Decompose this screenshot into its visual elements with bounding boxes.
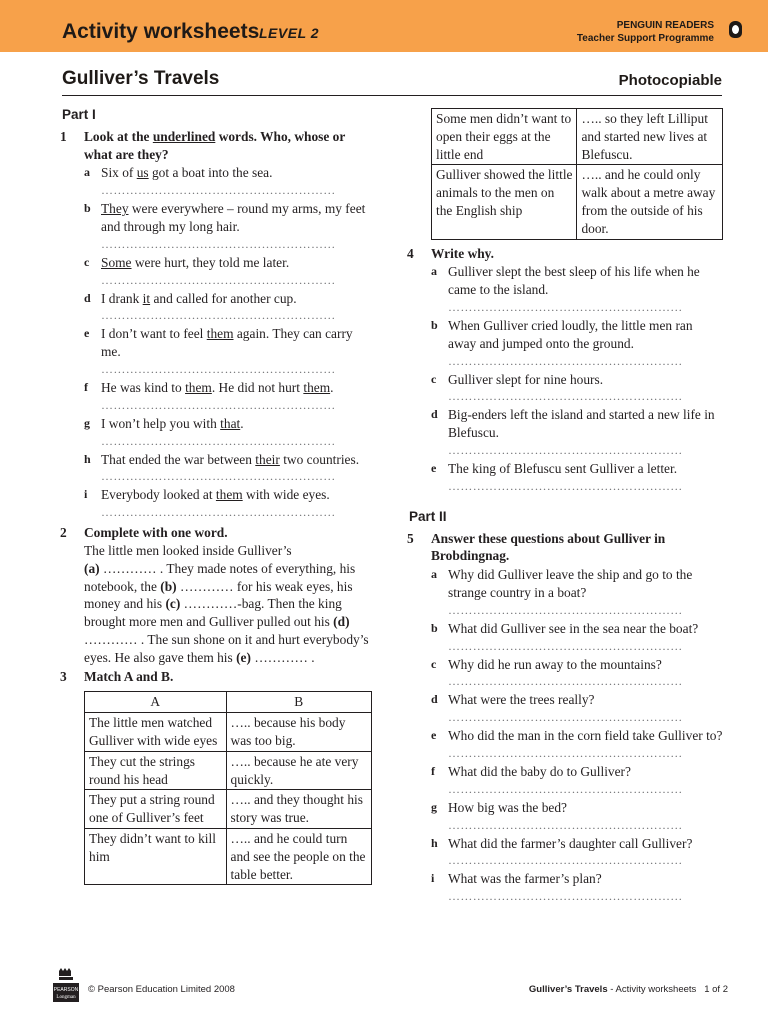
question-number: 1 (60, 128, 67, 144)
question-1-instruction: Look at the underlined words. Who, whose or what are they? (84, 128, 346, 162)
answer-line[interactable]: ………………………………………………… (448, 817, 683, 832)
answer-line[interactable]: ………………………………………………… (101, 433, 336, 448)
item-text: Why did he run away to the mountains? (448, 656, 662, 672)
item-letter: g (84, 415, 90, 430)
item-text: Gulliver slept the best sleep of his life when he came to the island. (448, 264, 700, 298)
list-item (84, 290, 374, 324)
item-text: Six of us got a boat into the sea. (101, 165, 273, 181)
list-item (431, 799, 723, 833)
item-text: I drank it and called for another cup. (101, 290, 297, 306)
footer-page-info (529, 984, 728, 995)
question-2 (62, 524, 374, 666)
item-text: What did the baby do to Gulliver? (448, 763, 631, 779)
column-b-cell: ….. so they left Lilliput and started new lives at Blefuscu. (577, 109, 723, 165)
column-b-cell: ….. and they thought his story was true. (226, 790, 371, 829)
column-a-cell: The little men watched Gulliver with wide eyes (85, 713, 227, 752)
column-a-cell: They cut the strings round his head (85, 751, 227, 790)
table-header-row (85, 692, 372, 713)
item-text: Why did Gulliver leave the ship and go to the strange country in a boat? (448, 567, 693, 600)
worksheet-heading: Activity worksheets (62, 20, 260, 43)
answer-line[interactable]: ………………………………………………… (448, 299, 683, 314)
question-3-instruction: Match A and B. (84, 668, 174, 684)
question-1 (62, 128, 374, 520)
footer-page-number: - Activity worksheets 1 of 2 (607, 984, 728, 995)
part-1-title: Part I (62, 107, 96, 122)
item-text: I don’t want to feel them again. They can carry me. (101, 326, 353, 360)
list-item (431, 763, 723, 797)
item-letter: b (431, 620, 438, 635)
column-a-cell: Some men didn’t want to open their eggs at the little end (432, 109, 577, 165)
answer-line[interactable]: ………………………………………………… (101, 397, 336, 412)
item-text: Everybody looked at them with wide eyes. (101, 487, 330, 503)
answer-line[interactable]: ………………………………………………… (448, 442, 683, 457)
header-rule (62, 95, 722, 96)
item-text: What were the trees really? (448, 692, 595, 708)
list-item (84, 451, 374, 485)
item-letter: i (431, 871, 435, 886)
question-number: 5 (407, 530, 414, 546)
question-4 (409, 245, 723, 494)
item-letter: e (431, 460, 437, 475)
item-text: The king of Blefuscu sent Gulliver a letter. (448, 460, 678, 476)
list-item (431, 727, 723, 761)
item-text: That ended the war between their two countries. (101, 451, 360, 467)
question-5-instruction: Answer these questions about Gulliver in Brobdingnag. (431, 530, 666, 564)
answer-line[interactable]: ………………………………………………… (448, 781, 683, 796)
publisher-name (577, 19, 714, 45)
column-b-cell: ….. and he could turn and see the people on the table better. (226, 828, 371, 884)
item-text: Gulliver slept for nine hours. (448, 371, 604, 387)
column-b-cell: ….. and he could only walk about a metre away from the outside of his door. (577, 165, 723, 239)
answer-line[interactable]: ………………………………………………… (101, 308, 336, 323)
answer-line[interactable]: ………………………………………………… (448, 674, 683, 689)
answer-line[interactable]: ………………………………………………… (101, 272, 336, 287)
answer-line[interactable]: ………………………………………………… (448, 602, 683, 617)
item-letter: c (431, 371, 437, 386)
table-row (85, 713, 372, 752)
item-text: Some were hurt, they told me later. (101, 254, 290, 270)
question-4-items (431, 263, 723, 493)
answer-line[interactable]: ………………………………………………… (101, 469, 336, 484)
question-number: 4 (407, 245, 414, 261)
item-letter: c (431, 656, 437, 671)
item-letter: f (84, 379, 88, 394)
list-item (84, 415, 374, 449)
match-table-part-1 (84, 691, 372, 885)
table-row (432, 165, 723, 239)
part-2-title: Part II (409, 508, 447, 524)
item-letter: h (431, 835, 438, 850)
list-item (431, 566, 723, 618)
item-letter: h (84, 451, 91, 466)
item-letter: a (431, 264, 437, 279)
table-row (85, 751, 372, 790)
list-item (84, 254, 374, 288)
list-item (84, 379, 374, 413)
item-letter: f (431, 763, 435, 778)
copyright-notice: © Pearson Education Limited 2008 (88, 984, 235, 995)
answer-line[interactable]: ………………………………………………… (448, 710, 683, 725)
item-text: What did the farmer’s daughter call Gulliver? (448, 835, 693, 851)
item-letter: c (84, 254, 90, 269)
item-text: Big-enders left the island and started a new life in Blefuscu. (448, 407, 715, 441)
answer-line[interactable]: ………………………………………………… (448, 638, 683, 653)
table-row (432, 109, 723, 165)
item-text: What was the farmer’s plan? (448, 871, 602, 887)
item-text: When Gulliver cried loudly, the little men ran away and jumped onto the ground. (448, 317, 693, 351)
item-text: What did Gulliver see in the sea near the boat? (448, 620, 699, 636)
list-item (431, 870, 723, 904)
list-item (431, 263, 723, 315)
item-text: Who did the man in the corn field take Gulliver to? (448, 728, 723, 744)
book-title: Gulliver’s Travels (62, 68, 220, 89)
right-column (409, 108, 723, 906)
answer-line[interactable]: ………………………………………………… (101, 236, 336, 251)
answer-line[interactable]: ………………………………………………… (101, 505, 336, 520)
answer-line[interactable]: ………………………………………………… (448, 389, 683, 404)
question-3 (62, 668, 374, 686)
item-text: I won’t help you with that. (101, 415, 244, 431)
pearson-longman-logo-icon (53, 966, 79, 1002)
question-5 (409, 530, 723, 905)
answer-line[interactable]: ………………………………………………… (101, 183, 336, 198)
question-4-instruction: Write why. (431, 245, 494, 261)
question-2-passage: The little men looked inside Gulliver’s (a) ………… . They made notes of everything, his notebook, the (b) ………… for his weak eyes, his money and his (c) …………-bag. Then the king brought more men and Gulliver pulled out his (d) ………… . The sun shone on it and hurt everybody’s eyes. He also gave them his (e) ………… . (84, 542, 369, 665)
photocopiable-label: Photocopiable (618, 72, 722, 89)
list-item (431, 620, 723, 654)
list-item (431, 317, 723, 369)
column-a-header: A (85, 692, 227, 713)
answer-line[interactable]: ………………………………………………… (448, 853, 683, 868)
item-letter: g (431, 799, 437, 814)
item-text: How big was the bed? (448, 799, 567, 815)
left-column (62, 106, 374, 885)
svg-text:Longman: Longman (56, 995, 76, 1000)
list-item (84, 200, 374, 252)
list-item (84, 325, 374, 377)
footer-book-title: Gulliver’s Travels (528, 984, 608, 995)
question-2-instruction: Complete with one word. (84, 525, 228, 541)
item-letter: e (431, 728, 437, 743)
item-letter: i (84, 487, 88, 502)
list-item (84, 486, 374, 520)
list-item (431, 691, 723, 725)
list-item (431, 835, 723, 869)
item-letter: b (84, 201, 91, 216)
answer-line[interactable]: ………………………………………………… (101, 361, 336, 376)
answer-line[interactable]: ………………………………………………… (448, 478, 683, 493)
list-item (431, 656, 723, 690)
list-item (431, 406, 723, 458)
column-b-cell: ….. because his body was too big. (226, 713, 371, 752)
question-1-items (84, 164, 374, 520)
question-5-items (431, 566, 723, 904)
publisher-line-1: PENGUIN READERS (616, 20, 714, 31)
item-text: He was kind to them. He did not hurt them. (101, 379, 334, 395)
item-letter: d (431, 692, 438, 707)
item-letter: d (431, 407, 438, 422)
item-letter: d (84, 290, 91, 305)
column-a-cell: Gulliver showed the little animals to the men on the English ship (432, 165, 577, 239)
answer-line[interactable]: ………………………………………………… (448, 353, 683, 368)
item-letter: a (84, 165, 90, 180)
question-number: 3 (60, 668, 67, 684)
list-item (431, 371, 723, 405)
item-letter: b (431, 317, 438, 332)
column-a-cell: They didn’t want to kill him (85, 828, 227, 884)
match-table-part-2 (431, 108, 723, 240)
item-text: They were everywhere – round my arms, my feet and through my long hair. (101, 201, 366, 234)
column-b-header: B (226, 692, 371, 713)
question-number: 2 (60, 525, 67, 541)
svg-text:PEARSON: PEARSON (53, 987, 79, 993)
publisher-line-2: Teacher Support Programme (576, 33, 714, 44)
item-letter: a (431, 567, 437, 582)
column-b-cell: ….. because he ate very quickly. (226, 751, 371, 790)
answer-line[interactable]: ………………………………………………… (448, 889, 683, 904)
answer-line[interactable]: ………………………………………………… (448, 745, 683, 760)
table-row (85, 790, 372, 829)
table-row (85, 828, 372, 884)
level-label: LEVEL 2 (259, 25, 320, 41)
list-item (431, 460, 723, 494)
penguin-logo-icon (729, 21, 742, 38)
item-letter: e (84, 326, 90, 341)
list-item (84, 164, 374, 198)
column-a-cell: They put a string round one of Gulliver’s feet (85, 790, 227, 829)
